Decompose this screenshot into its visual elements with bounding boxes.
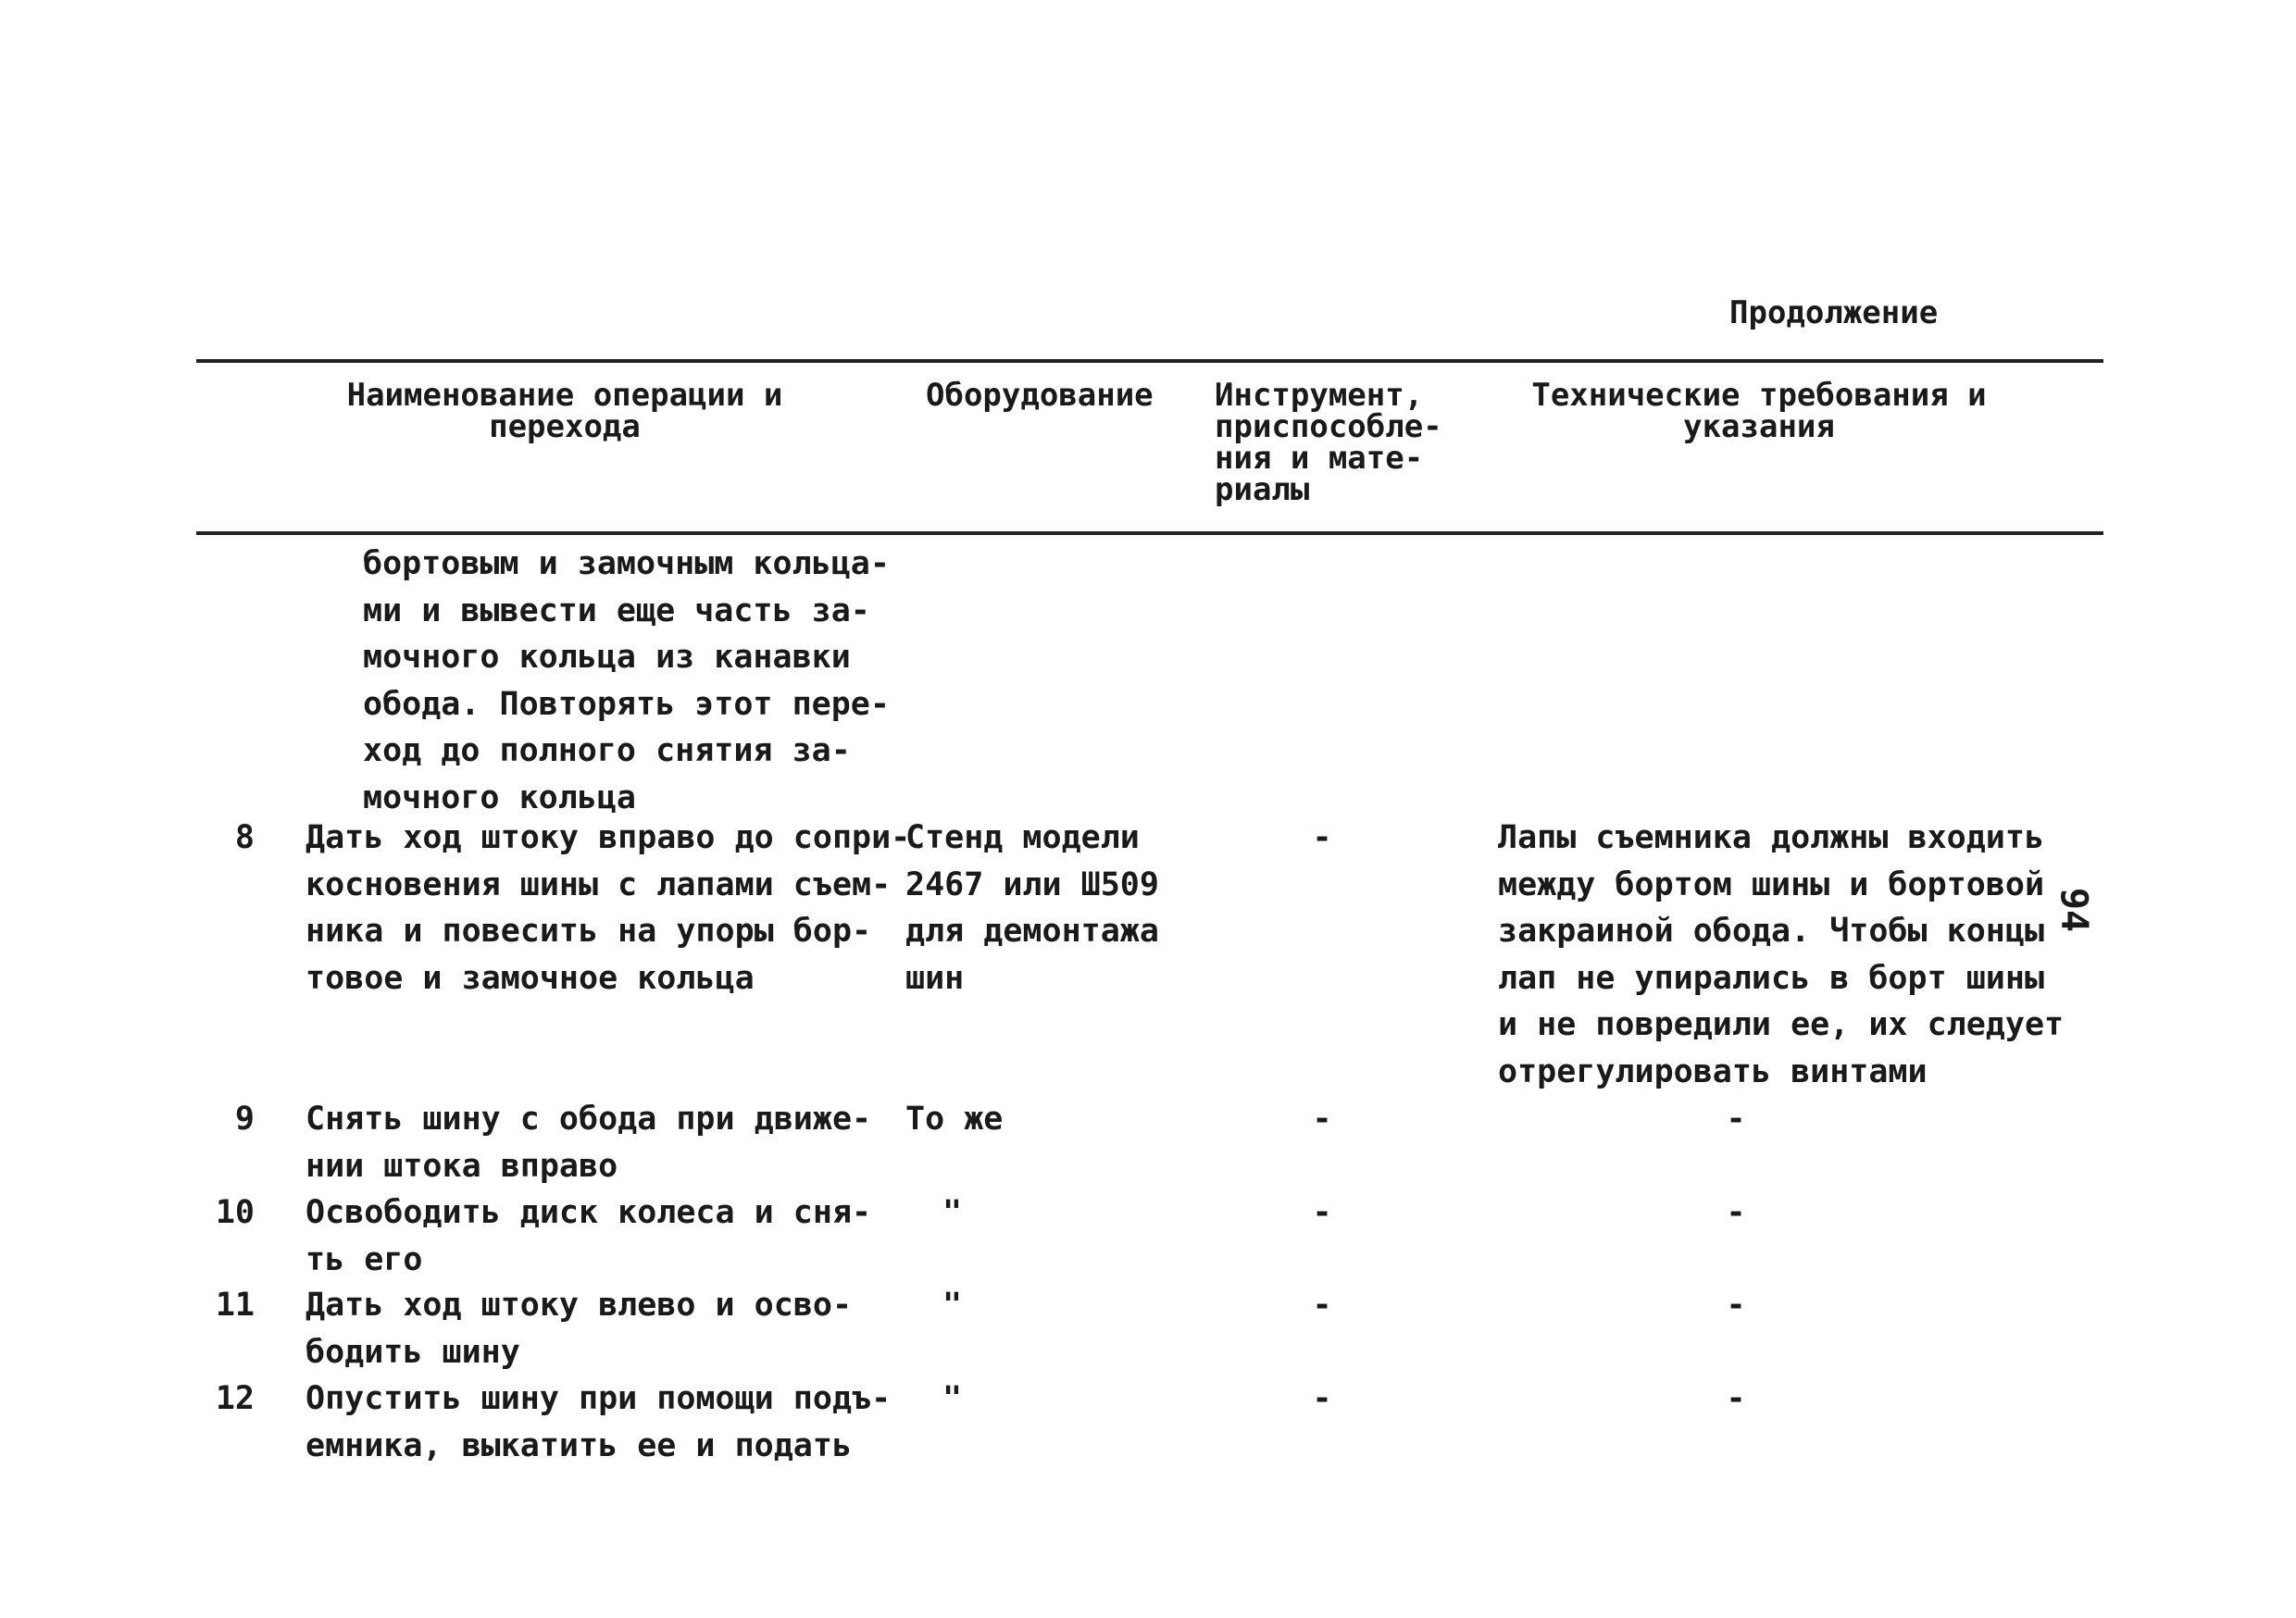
- row-requirements: -: [1726, 1287, 1746, 1324]
- row-tools: -: [1312, 1380, 1332, 1417]
- continuation-label: Продолжение: [1729, 294, 1939, 331]
- row-operation: Дать ход штоку влево и осво- бодить шину: [306, 1287, 853, 1371]
- row-equipment: ": [942, 1194, 963, 1231]
- page-number: 94: [2053, 887, 2096, 933]
- row-number: 12: [215, 1380, 255, 1417]
- row-number: 9: [234, 1101, 255, 1138]
- row-requirements: Лапы съемника должны входить между бортом шины и бортовой закраиной обода. Чтобы концы лап не упирались в борт шины и не повредили ее, их следует отрегулировать винтами: [1498, 819, 2065, 1090]
- column-header-tools: Инструмент, приспособле- ния и мате- риалы: [1215, 377, 1442, 508]
- row-number: 10: [215, 1194, 255, 1231]
- row-tools: -: [1312, 819, 1332, 856]
- row-equipment: Стенд модели 2467 или Ш509 для демонтажа шин: [905, 819, 1159, 997]
- table-header-rule: [196, 531, 2103, 535]
- row-requirements: -: [1726, 1101, 1746, 1138]
- row-tools: -: [1312, 1194, 1332, 1231]
- column-header-requirements: Технические требования и указания: [1531, 377, 1987, 445]
- row-number: 11: [215, 1287, 255, 1324]
- row-number: 8: [234, 819, 255, 856]
- row-requirements: -: [1726, 1194, 1746, 1231]
- row-operation: Опустить шину при помощи подъ- емника, выкатить ее и подать: [306, 1380, 892, 1464]
- row-tools: -: [1312, 1287, 1332, 1324]
- table-top-rule: [196, 359, 2103, 363]
- row-equipment: ": [942, 1287, 963, 1324]
- row-tools: -: [1312, 1101, 1332, 1138]
- continuation-operation-text: бортовым и замочным кольца- ми и вывести еще часть за- мочного кольца из канавки обода. Повторять этот пере- ход до полного снятия за- мочного кольца: [363, 545, 890, 816]
- row-operation: Дать ход штоку вправо до сопри- косновения шины с лапами съем- ника и повесить на упоры бор- товое и замочное кольца: [306, 819, 911, 997]
- row-equipment: ": [942, 1380, 963, 1417]
- row-operation: Освободить диск колеса и сня- ть его: [306, 1194, 872, 1278]
- column-header-operation: Наименование операции и перехода: [346, 377, 783, 445]
- row-operation: Снять шину с обода при движе- нии штока вправо: [306, 1101, 872, 1185]
- row-requirements: -: [1726, 1380, 1746, 1417]
- column-header-equipment: Оборудование: [926, 377, 1154, 414]
- row-equipment: То же: [905, 1101, 1004, 1138]
